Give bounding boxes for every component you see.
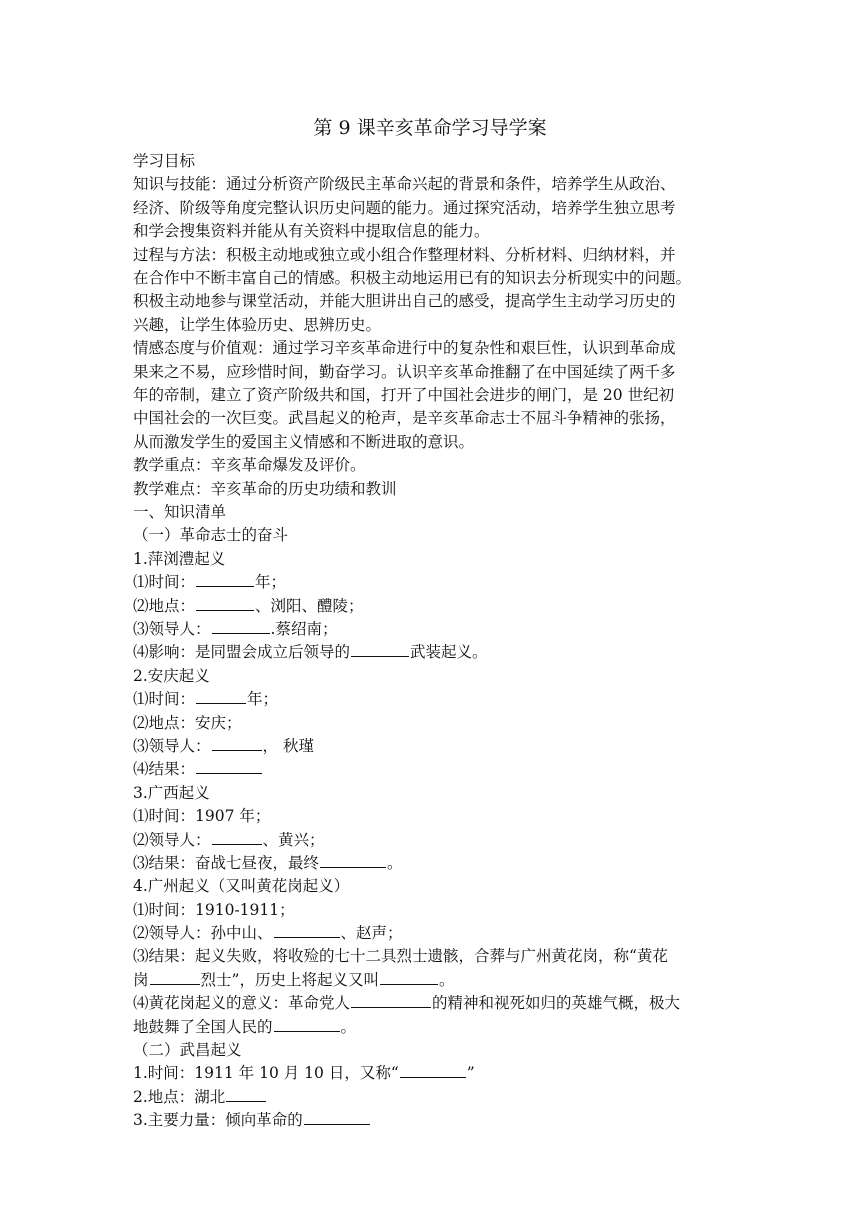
aq-result [133,758,733,781]
gx-heading: 3.广西起义 [133,783,210,802]
text-line: 在合作中不断丰富自己的情感。积极主动地运用已有的知识去分析现实中的问题。 [133,269,692,288]
fill-blank[interactable] [274,1016,340,1032]
label: 。 [387,853,403,872]
label: 年； [247,690,279,709]
label: ⑷黄花岗起义的意义：革命党人 [133,994,351,1013]
label: ⑵地点： [133,596,196,615]
label: ⑴时间： [133,573,196,592]
label: 、赵声； [340,924,403,943]
fill-blank[interactable] [400,1062,466,1078]
gz-meaning-1 [133,992,733,1015]
label: ⑷结果： [133,760,196,779]
gz-result-1: ⑶结果：起义失败，将收殓的七十二具烈士遗骸，合葬与广州黄花岗，称“黄花 [133,947,668,966]
text-line: 中国社会的一次巨变。武昌起义的枪声，是辛亥革命志士不屈斗争精神的张扬， [133,409,676,428]
label: 烈士”，历史上将起义又叫 [200,970,379,989]
text-line: 情感态度与价值观：通过学习辛亥革命进行中的复杂性和艰巨性，认识到革命成 [133,339,676,358]
text-line: 和学会搜集资料并能从有关资料中提取信息的能力。 [133,222,490,241]
gz-meaning-2 [133,1016,733,1039]
fill-blank[interactable] [212,735,262,751]
pl-place [133,595,733,618]
label: 的精神和视死如归的英雄气概，极大 [432,994,681,1013]
fill-blank[interactable] [226,1086,266,1102]
fill-blank[interactable] [212,829,262,845]
knowledge-skill-paragraph [133,173,733,243]
fill-blank[interactable] [304,1109,370,1125]
label: 年； [255,573,287,592]
label: 2.地点：湖北 [133,1087,226,1106]
text-line: 果来之不易，应珍惜时间，勤奋学习。认识辛亥革命推翻了在中国延续了两千多 [133,362,676,381]
aq-heading: 2.安庆起义 [133,666,210,685]
label: ⑴时间： [133,690,196,709]
text-line: 从而激发学生的爱国主义情感和不断进取的意识。 [133,432,475,451]
label: 、浏阳、醴陵； [255,596,364,615]
label: 地鼓舞了全国人民的 [133,1017,273,1036]
label: 。 [340,1017,357,1036]
label: ⑵领导人：孙中山、 [133,924,273,943]
difficult-point: 教学难点：辛亥革命的历史功绩和教训 [133,479,397,498]
fill-blank[interactable] [196,595,254,611]
label: ⑷影响：是同盟会成立后领导的 [133,643,351,662]
process-method-paragraph [133,244,733,338]
fill-blank[interactable] [320,852,386,868]
label: 武装起义。 [410,643,488,662]
subsection-heading-2: （二）武昌起义 [133,1041,242,1060]
wc-force [133,1109,733,1132]
fill-blank[interactable] [351,992,431,1008]
key-point: 教学重点：辛亥革命爆发及评价。 [133,456,366,475]
aq-leader [133,735,733,758]
section-heading: 一、知识清单 [133,503,227,522]
label: ⑶结果：奋战七昼夜，最终 [133,853,320,872]
label: 。 [438,970,455,989]
objectives-heading: 学习目标 [133,152,196,170]
aq-place: ⑵地点：安庆； [133,713,242,732]
gx-time: ⑴时间：1907 年； [133,807,271,826]
label: ⑶领导人： [133,736,211,755]
fill-blank[interactable] [150,969,200,985]
pl-leader [133,618,733,641]
wc-place [133,1086,733,1109]
gz-time: ⑴时间：1910-1911； [133,900,295,919]
text-line: 积极主动地参与课堂活动，并能大胆讲出自己的感受，提高学生主动学习历史的 [133,292,676,311]
label: 岗 [133,970,149,989]
page-title: 第 9 课辛亥革命学习导学案 [313,117,547,139]
fill-blank[interactable] [212,618,270,634]
label: 1.时间：1911 年 10 月 10 日，又称“ [133,1064,399,1083]
label: ， 秋瑾 [262,736,314,755]
gz-result-2 [133,969,733,992]
gz-leader [133,922,733,945]
text-line: 经济、阶级等角度完整认识历史问题的能力。通过探究活动，培养学生独立思考 [133,198,676,217]
aq-time [133,688,733,711]
gx-result [133,852,733,875]
text-line: 过程与方法：积极主动地或独立或小组合作整理材料、分析材料、归纳材料，并 [133,245,676,264]
fill-blank[interactable] [274,922,340,938]
fill-blank[interactable] [380,969,438,985]
label: ⑶领导人： [133,620,211,638]
wc-time [133,1062,733,1085]
label: ” [466,1064,475,1083]
fill-blank[interactable] [196,688,246,704]
pl-time [133,571,733,594]
pl-heading: 1.萍浏澧起义 [133,549,226,568]
text-line: 年的帝制，建立了资产阶级共和国，打开了中国社会进步的闸门，是 20 世纪初 [133,386,675,405]
subsection-heading: （一）革命志士的奋斗 [133,526,289,545]
label: ⑵领导人： [133,830,211,849]
label: .蔡绍南； [270,620,338,638]
fill-blank[interactable] [196,758,262,774]
pl-impact [133,641,733,664]
attitude-values-paragraph [133,337,733,454]
fill-blank[interactable] [196,571,254,587]
gx-leader [133,829,733,852]
fill-blank[interactable] [351,641,409,657]
label: 、黄兴； [262,830,325,849]
gz-heading: 4.广州起义（又叫黄花岗起义） [133,877,350,896]
text-line: 兴趣，让学生体验历史、思辨历史。 [133,315,382,334]
text-line: 知识与技能：通过分析资产阶级民主革命兴起的背景和条件，培养学生从政治、 [133,175,676,194]
label: 3.主要力量：倾向革命的 [133,1111,303,1130]
document-body [133,150,733,1133]
